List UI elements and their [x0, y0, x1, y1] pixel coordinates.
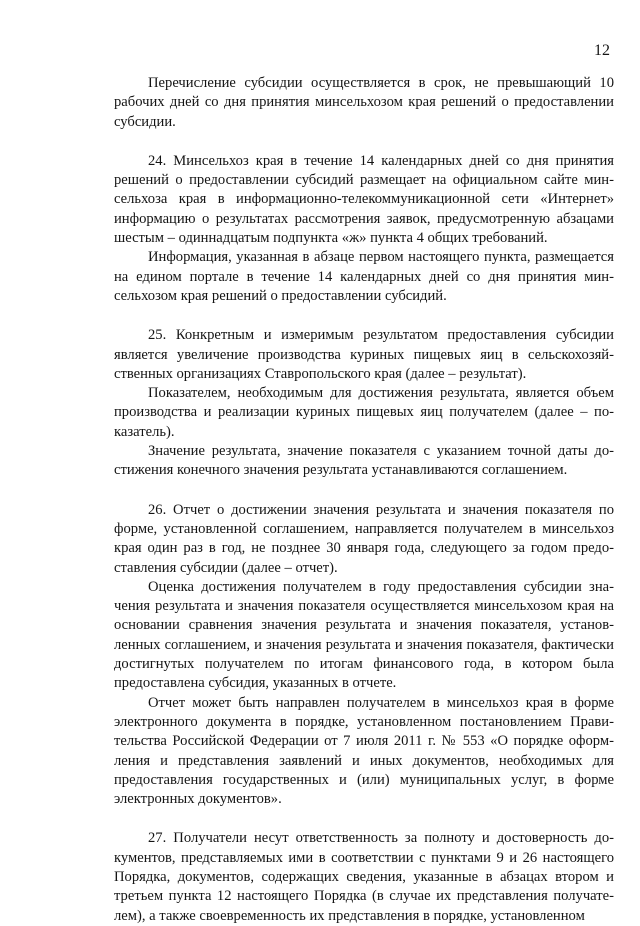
- section-gap: [114, 481, 614, 501]
- section-gap: [114, 809, 614, 829]
- paragraph-26-evaluation: Оценка достижения получателем в году предоставления субсидии значения результата и значения показателя осуществляется минсельхозом края на основании сравнения значения результата и значения показателя, установленных соглашением, и значения результата и значения показателя, фактически достигнутых получателем по итогам финансового года, в котором была предоставлена субсидия, указанных в отчете.: [114, 578, 614, 692]
- paragraph-payment-term: Перечисление субсидии осуществляется в срок, не превышающий 10 рабочих дней со дня принятия минсельхозом края решений о предоставлении субсидии.: [114, 75, 614, 130]
- paragraph-25: 25. Конкретным и измеримым результатом предоставления субсидии является увеличение производства куриных пищевых яиц в сельскохозяйственных организациях Ставропольского края (далее – результат).: [114, 327, 614, 382]
- paragraph-24-info: Информация, указанная в абзаце первом настоящего пункта, размещается на едином портале в течение 14 календарных дней со дня принятия минсельхозом края решений о предоставлении субсидий.: [114, 249, 614, 304]
- paragraph-25-indicator: Показателем, необходимым для достижения результата, является объем производства и реализации куриных пищевых яиц получателем (далее – показатель).: [114, 385, 614, 440]
- section-gap: [114, 306, 614, 326]
- section-gap: [114, 132, 614, 152]
- paragraph-26: 26. Отчет о достижении значения результата и значения показателя по форме, установленной соглашением, направляется получателем в минсельхоз края один раз в год, не позднее 30 января года, следующего за годом предоставления субсидии (далее – отчет).: [114, 501, 614, 576]
- paragraph-24: 24. Минсельхоз края в течение 14 календарных дней со дня принятия решений о предоставлении субсидий размещает на официальном сайте минсельхоза края в информационно-телекоммуникационной сети «Интернет» информацию о результатах рассмотрения заявок, предусмотренную абзацами шестым – одиннадцатым подпункта «ж» пункта 4 общих требований.: [114, 152, 614, 247]
- paragraph-27: 27. Получатели несут ответственность за полноту и достоверность документов, представляемых ими в соответствии с пунктами 9 и 26 настоящего Порядка, документов, содержащих сведения, указанные в абзацах втором и третьем пункта 12 настоящего Порядка (в случае их представления получателем), а также своевременность их представления в порядке, установленном: [114, 830, 614, 924]
- page-number: 12: [594, 42, 610, 59]
- paragraph-25-values: Значение результата, значение показателя с указанием точной даты достижения конечного значения результата устанавливаются соглашением.: [114, 443, 614, 479]
- paragraph-26-electronic: Отчет может быть направлен получателем в минсельхоз края в форме электронного документа в порядке, установленном постановлением Правительства Российской Федерации от 7 июля 2011 г. № 553 «О порядке оформления и представления заявлений и иных документов, необходимых для предоставления государственных и (или) муниципальных услуг, в форме электронных документов».: [114, 694, 614, 808]
